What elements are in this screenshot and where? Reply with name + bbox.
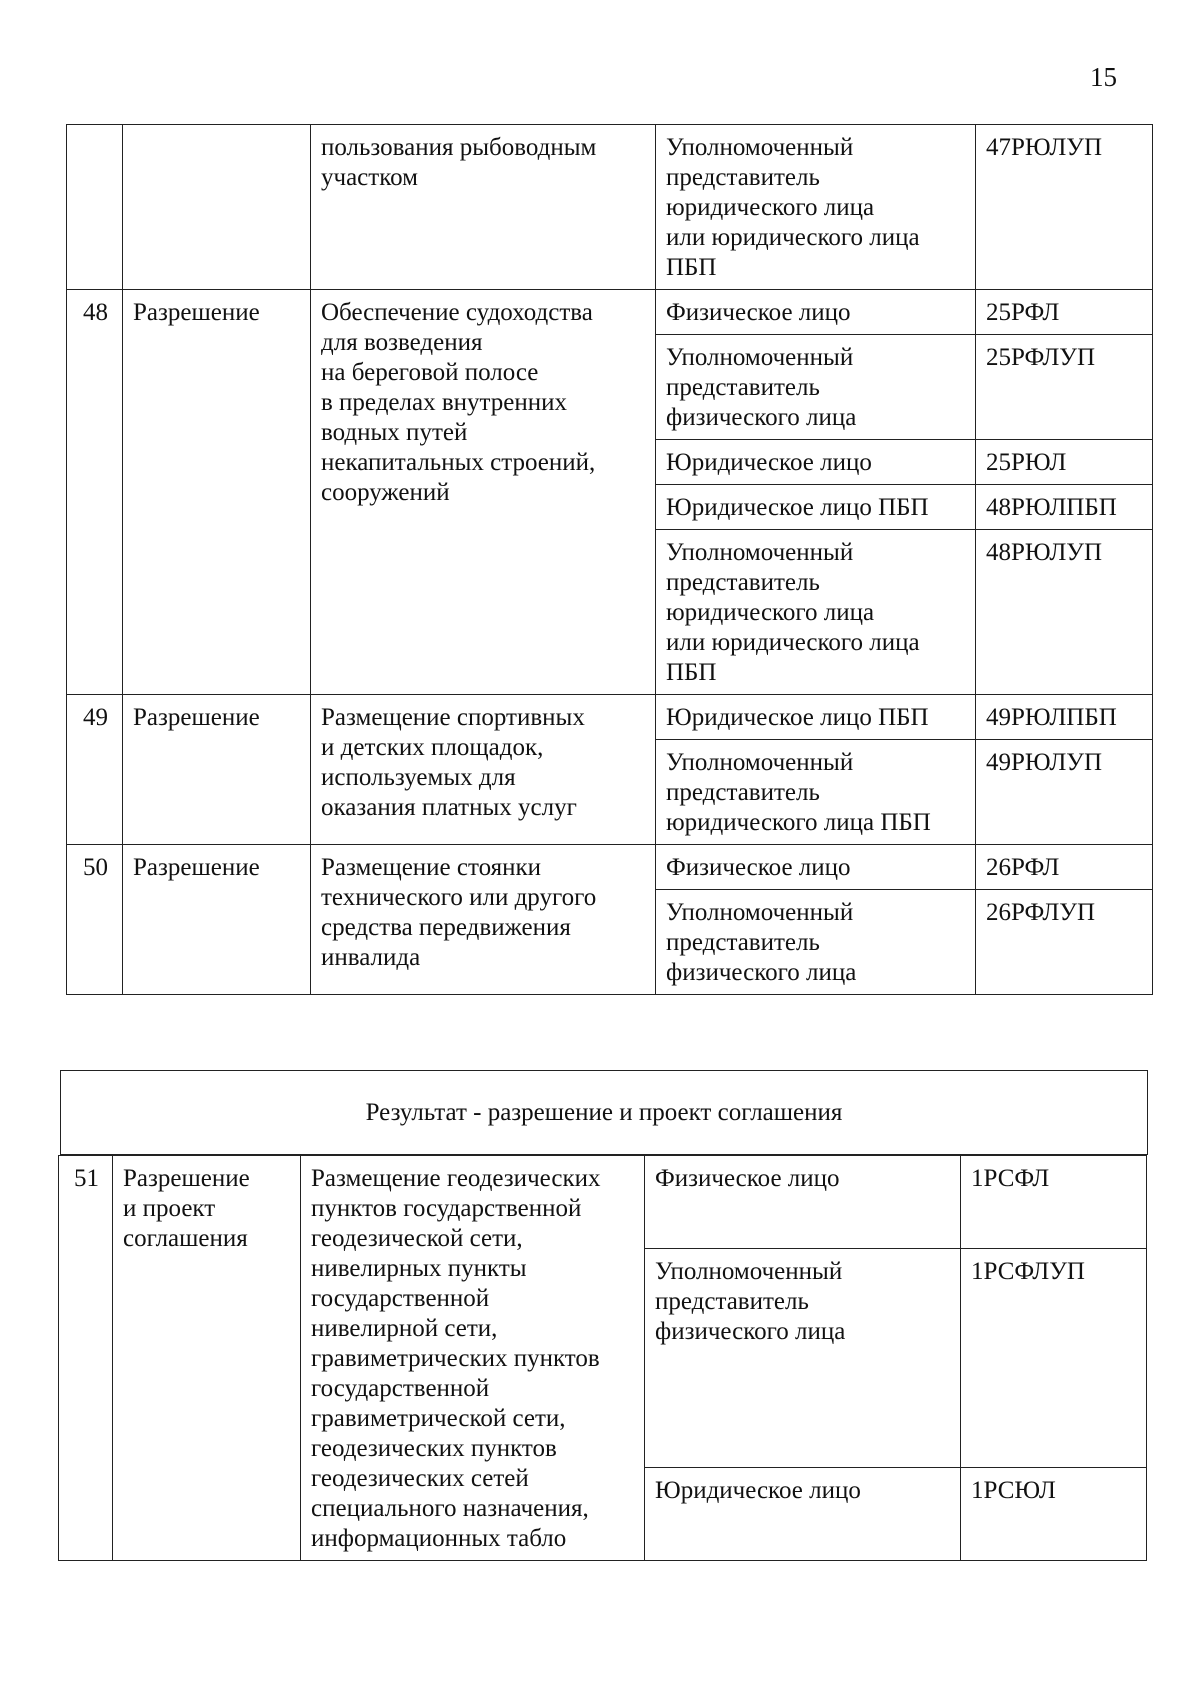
row-number: 50 bbox=[83, 854, 108, 881]
section-header bbox=[60, 1070, 1148, 1155]
row-number: 49 bbox=[83, 704, 108, 731]
permits-table-top bbox=[66, 124, 1153, 995]
row-number: 51 bbox=[74, 1165, 99, 1192]
applicant-code: 25РФЛ bbox=[986, 299, 1060, 326]
permit-type-cell bbox=[113, 1156, 301, 1561]
service-description-cell bbox=[311, 290, 656, 695]
applicant-category: Уполномоченный представитель юридического лица или юридического лица ПБП bbox=[666, 539, 920, 686]
applicant-category: Физическое лицо bbox=[666, 299, 851, 326]
applicant-code: 26РФЛ bbox=[986, 854, 1060, 881]
permits-table-bottom bbox=[58, 1155, 1147, 1561]
applicant-code: 1РСЮЛ bbox=[971, 1476, 1056, 1504]
service-description-cell bbox=[311, 125, 656, 290]
permit-type-cell bbox=[123, 125, 311, 290]
permit-type-cell bbox=[123, 695, 311, 845]
applicant-category: Юридическое лицо bbox=[655, 1476, 861, 1504]
applicant-category-cell bbox=[645, 1249, 961, 1467]
permit-type: Разрешение bbox=[133, 704, 260, 731]
row-number-cell bbox=[67, 290, 123, 695]
service-description: Размещение геодезических пунктов государственной геодезической сети, нивелирных пункты государственной нивелирной сети, гравиметрических пунктов государственной гравиметрической сети, геодезических пунктов геодезических сетей специального назначения, информационных табло bbox=[311, 1165, 601, 1552]
table-row bbox=[67, 845, 1153, 890]
applicant-code-cell bbox=[961, 1249, 1147, 1467]
applicant-category-cell bbox=[656, 440, 976, 485]
applicant-category-cell bbox=[656, 125, 976, 290]
row-number-cell bbox=[67, 695, 123, 845]
applicant-category: Физическое лицо bbox=[666, 854, 851, 881]
applicant-code: 49РЮЛУП bbox=[986, 749, 1103, 776]
row-number-cell bbox=[67, 125, 123, 290]
applicant-code-cell bbox=[976, 695, 1153, 740]
applicant-code-cell bbox=[976, 335, 1153, 440]
applicant-code-cell bbox=[976, 845, 1153, 890]
applicant-category: Юридическое лицо ПБП bbox=[666, 704, 929, 731]
applicant-code-cell bbox=[976, 890, 1153, 995]
applicant-category-cell bbox=[656, 485, 976, 530]
applicant-code-cell bbox=[976, 440, 1153, 485]
applicant-code-cell bbox=[976, 485, 1153, 530]
row-number: 48 bbox=[83, 299, 108, 326]
applicant-category: Юридическое лицо bbox=[666, 449, 872, 476]
applicant-category: Физическое лицо bbox=[655, 1165, 840, 1192]
applicant-code: 25РЮЛ bbox=[986, 449, 1067, 476]
page-number: 15 bbox=[1090, 62, 1117, 92]
permit-type: Разрешение bbox=[133, 299, 260, 326]
applicant-code-cell bbox=[976, 530, 1153, 695]
applicant-category-cell bbox=[656, 290, 976, 335]
applicant-category-cell bbox=[656, 530, 976, 695]
service-description: Размещение стоянки технического или другого средства передвижения инвалида bbox=[321, 854, 597, 971]
service-description-cell bbox=[301, 1156, 645, 1561]
table-row bbox=[67, 290, 1153, 335]
applicant-category: Юридическое лицо ПБП bbox=[666, 494, 929, 521]
applicant-category: Уполномоченный представитель физического лица bbox=[655, 1258, 846, 1346]
applicant-category: Уполномоченный представитель физического лица bbox=[666, 344, 857, 431]
applicant-category-cell bbox=[656, 740, 976, 845]
applicant-code: 1РСФЛУП bbox=[971, 1258, 1085, 1286]
applicant-code: 1РСФЛ bbox=[971, 1165, 1050, 1192]
applicant-code: 25РФЛУП bbox=[986, 344, 1096, 371]
service-description-cell bbox=[311, 845, 656, 995]
applicant-code-cell bbox=[976, 125, 1153, 290]
row-number-cell bbox=[59, 1156, 113, 1561]
service-description: Размещение спортивных и детских площадок, используемых для оказания платных услуг bbox=[321, 704, 585, 821]
applicant-category-cell bbox=[656, 890, 976, 995]
applicant-category-cell bbox=[656, 695, 976, 740]
applicant-category: Уполномоченный представитель юридического лица ПБП bbox=[666, 749, 931, 836]
applicant-category: Уполномоченный представитель юридического лица или юридического лица ПБП bbox=[666, 134, 920, 281]
applicant-code: 26РФЛУП bbox=[986, 899, 1096, 926]
permit-type: Разрешение bbox=[133, 854, 260, 881]
applicant-category-cell bbox=[645, 1467, 961, 1560]
table-row bbox=[59, 1156, 1147, 1249]
applicant-code: 48РЮЛУП bbox=[986, 539, 1103, 566]
permit-type-cell bbox=[123, 290, 311, 695]
table-row bbox=[67, 695, 1153, 740]
permit-type-cell bbox=[123, 845, 311, 995]
applicant-code: 47РЮЛУП bbox=[986, 134, 1103, 161]
applicant-code-cell bbox=[961, 1156, 1147, 1249]
row-number-cell bbox=[67, 845, 123, 995]
section-title: Результат - разрешение и проект соглашения bbox=[365, 1098, 843, 1126]
applicant-code: 48РЮЛПБП bbox=[986, 494, 1117, 521]
applicant-category: Уполномоченный представитель физического лица bbox=[666, 899, 857, 986]
applicant-code-cell bbox=[961, 1467, 1147, 1560]
service-description: пользования рыбоводным участком bbox=[321, 134, 597, 191]
applicant-category-cell bbox=[645, 1156, 961, 1249]
applicant-category-cell bbox=[656, 845, 976, 890]
applicant-code-cell bbox=[976, 740, 1153, 845]
service-description: Обеспечение судоходства для возведения на береговой полосе в пределах внутренних водных путей некапитальных строений, сооружений bbox=[321, 299, 596, 506]
applicant-code: 49РЮЛПБП bbox=[986, 704, 1117, 731]
permit-type: Разрешение и проект соглашения bbox=[123, 1165, 250, 1252]
table-row bbox=[67, 125, 1153, 290]
service-description-cell bbox=[311, 695, 656, 845]
applicant-code-cell bbox=[976, 290, 1153, 335]
applicant-category-cell bbox=[656, 335, 976, 440]
